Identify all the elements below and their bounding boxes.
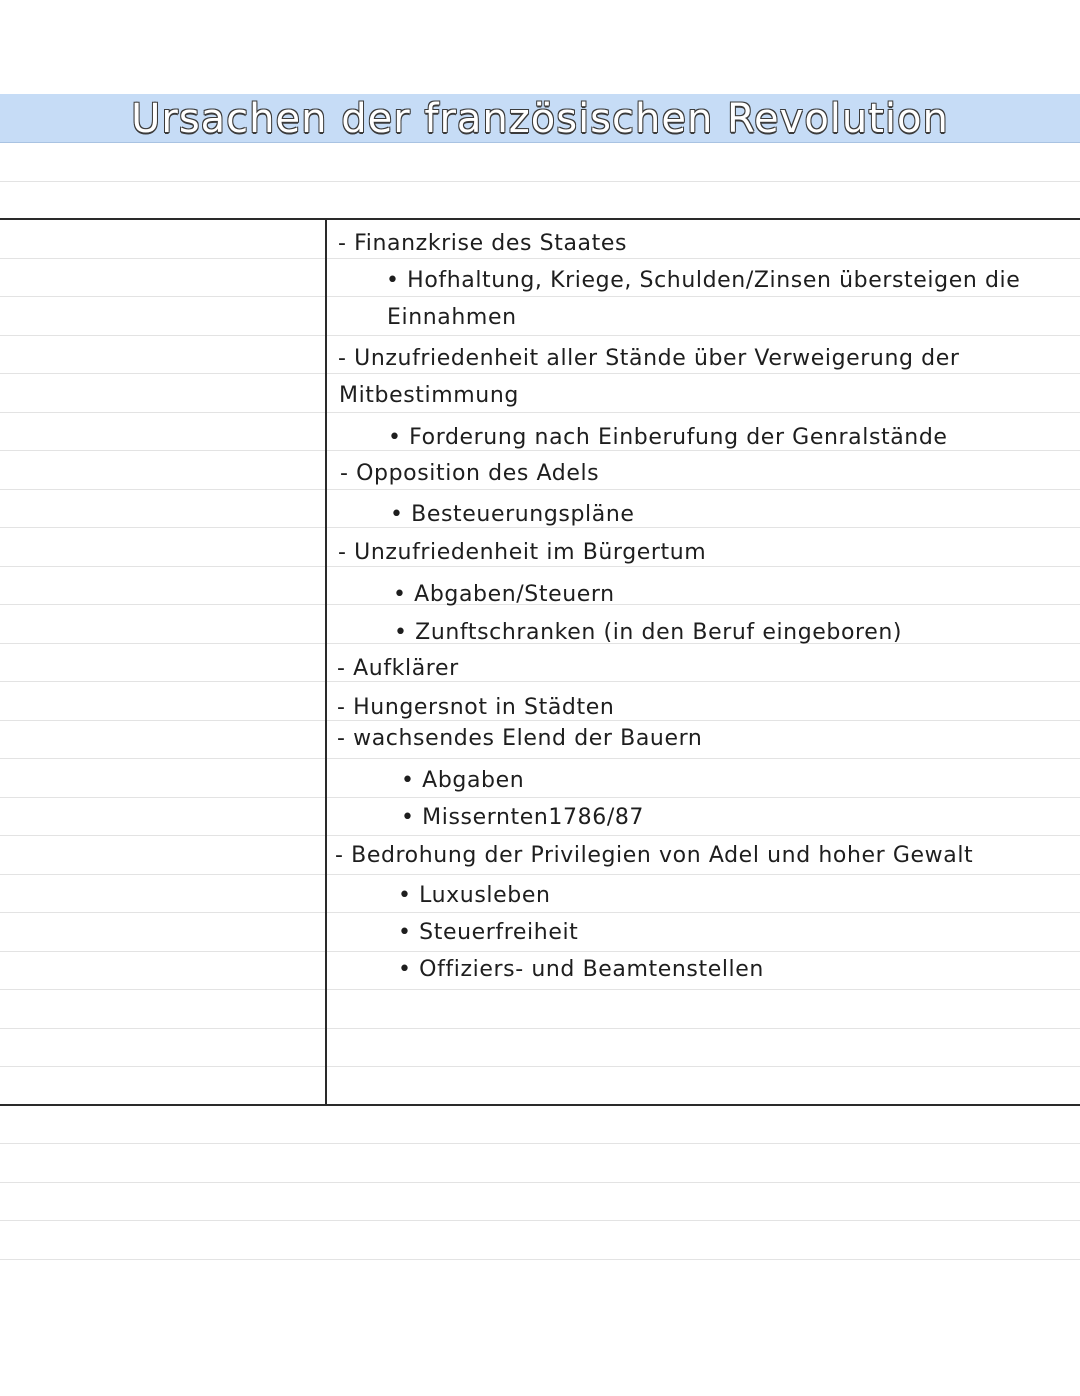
- ruled-line: [0, 373, 1080, 374]
- ruled-line: [0, 489, 1080, 490]
- ruled-line: [0, 335, 1080, 336]
- ruled-line: [0, 412, 1080, 413]
- note-line: - Hungersnot in Städten: [337, 695, 615, 720]
- ruled-line: [0, 951, 1080, 952]
- note-line: - wachsendes Elend der Bauern: [337, 726, 703, 751]
- ruled-line: [0, 874, 1080, 875]
- note-line: • Luxusleben: [398, 883, 551, 908]
- ruled-line: [0, 1143, 1080, 1144]
- note-line: • Steuerfreiheit: [398, 920, 579, 945]
- note-line: • Abgaben: [401, 768, 525, 793]
- ruled-line: [0, 527, 1080, 528]
- ruled-line: [0, 1182, 1080, 1183]
- ruled-line: [0, 566, 1080, 567]
- note-line: Mitbestimmung: [339, 383, 519, 408]
- table-bottom-border: [0, 1104, 1080, 1106]
- table-column-divider: [325, 218, 327, 1106]
- table-top-border: [0, 218, 1080, 220]
- ruled-line: [0, 912, 1080, 913]
- ruled-line: [0, 989, 1080, 990]
- note-line: Einnahmen: [387, 305, 517, 330]
- ruled-line: [0, 720, 1080, 721]
- ruled-line: [0, 450, 1080, 451]
- ruled-line: [0, 1220, 1080, 1221]
- ruled-line: [0, 296, 1080, 297]
- note-line: - Bedrohung der Privilegien von Adel und hoher Gewalt: [335, 843, 974, 868]
- ruled-line: [0, 797, 1080, 798]
- note-line: • Besteuerungspläne: [390, 502, 635, 527]
- ruled-line: [0, 258, 1080, 259]
- note-line: • Abgaben/Steuern: [393, 582, 615, 607]
- ruled-line: [0, 1066, 1080, 1067]
- note-line: - Unzufriedenheit im Bürgertum: [338, 540, 707, 565]
- note-line: • Offiziers- und Beamtenstellen: [398, 957, 764, 982]
- note-line: - Unzufriedenheit aller Stände über Verweigerung der: [338, 346, 960, 371]
- note-line: - Finanzkrise des Staates: [338, 231, 628, 256]
- ruled-line: [0, 681, 1080, 682]
- note-line: • Forderung nach Einberufung der Genralstände: [388, 425, 948, 450]
- note-line: - Opposition des Adels: [340, 461, 600, 486]
- note-line: • Zunftschranken (in den Beruf eingeboren): [394, 620, 903, 645]
- ruled-line: [0, 758, 1080, 759]
- ruled-line: [0, 1259, 1080, 1260]
- page-title: Ursachen der französischen Revolution: [131, 96, 949, 142]
- note-line: - Aufklärer: [337, 656, 459, 681]
- note-line: • Hofhaltung, Kriege, Schulden/Zinsen übersteigen die: [386, 268, 1021, 293]
- note-line: • Missernten1786/87: [401, 805, 645, 830]
- ruled-line: [0, 835, 1080, 836]
- ruled-line: [0, 1028, 1080, 1029]
- ruled-line: [0, 181, 1080, 182]
